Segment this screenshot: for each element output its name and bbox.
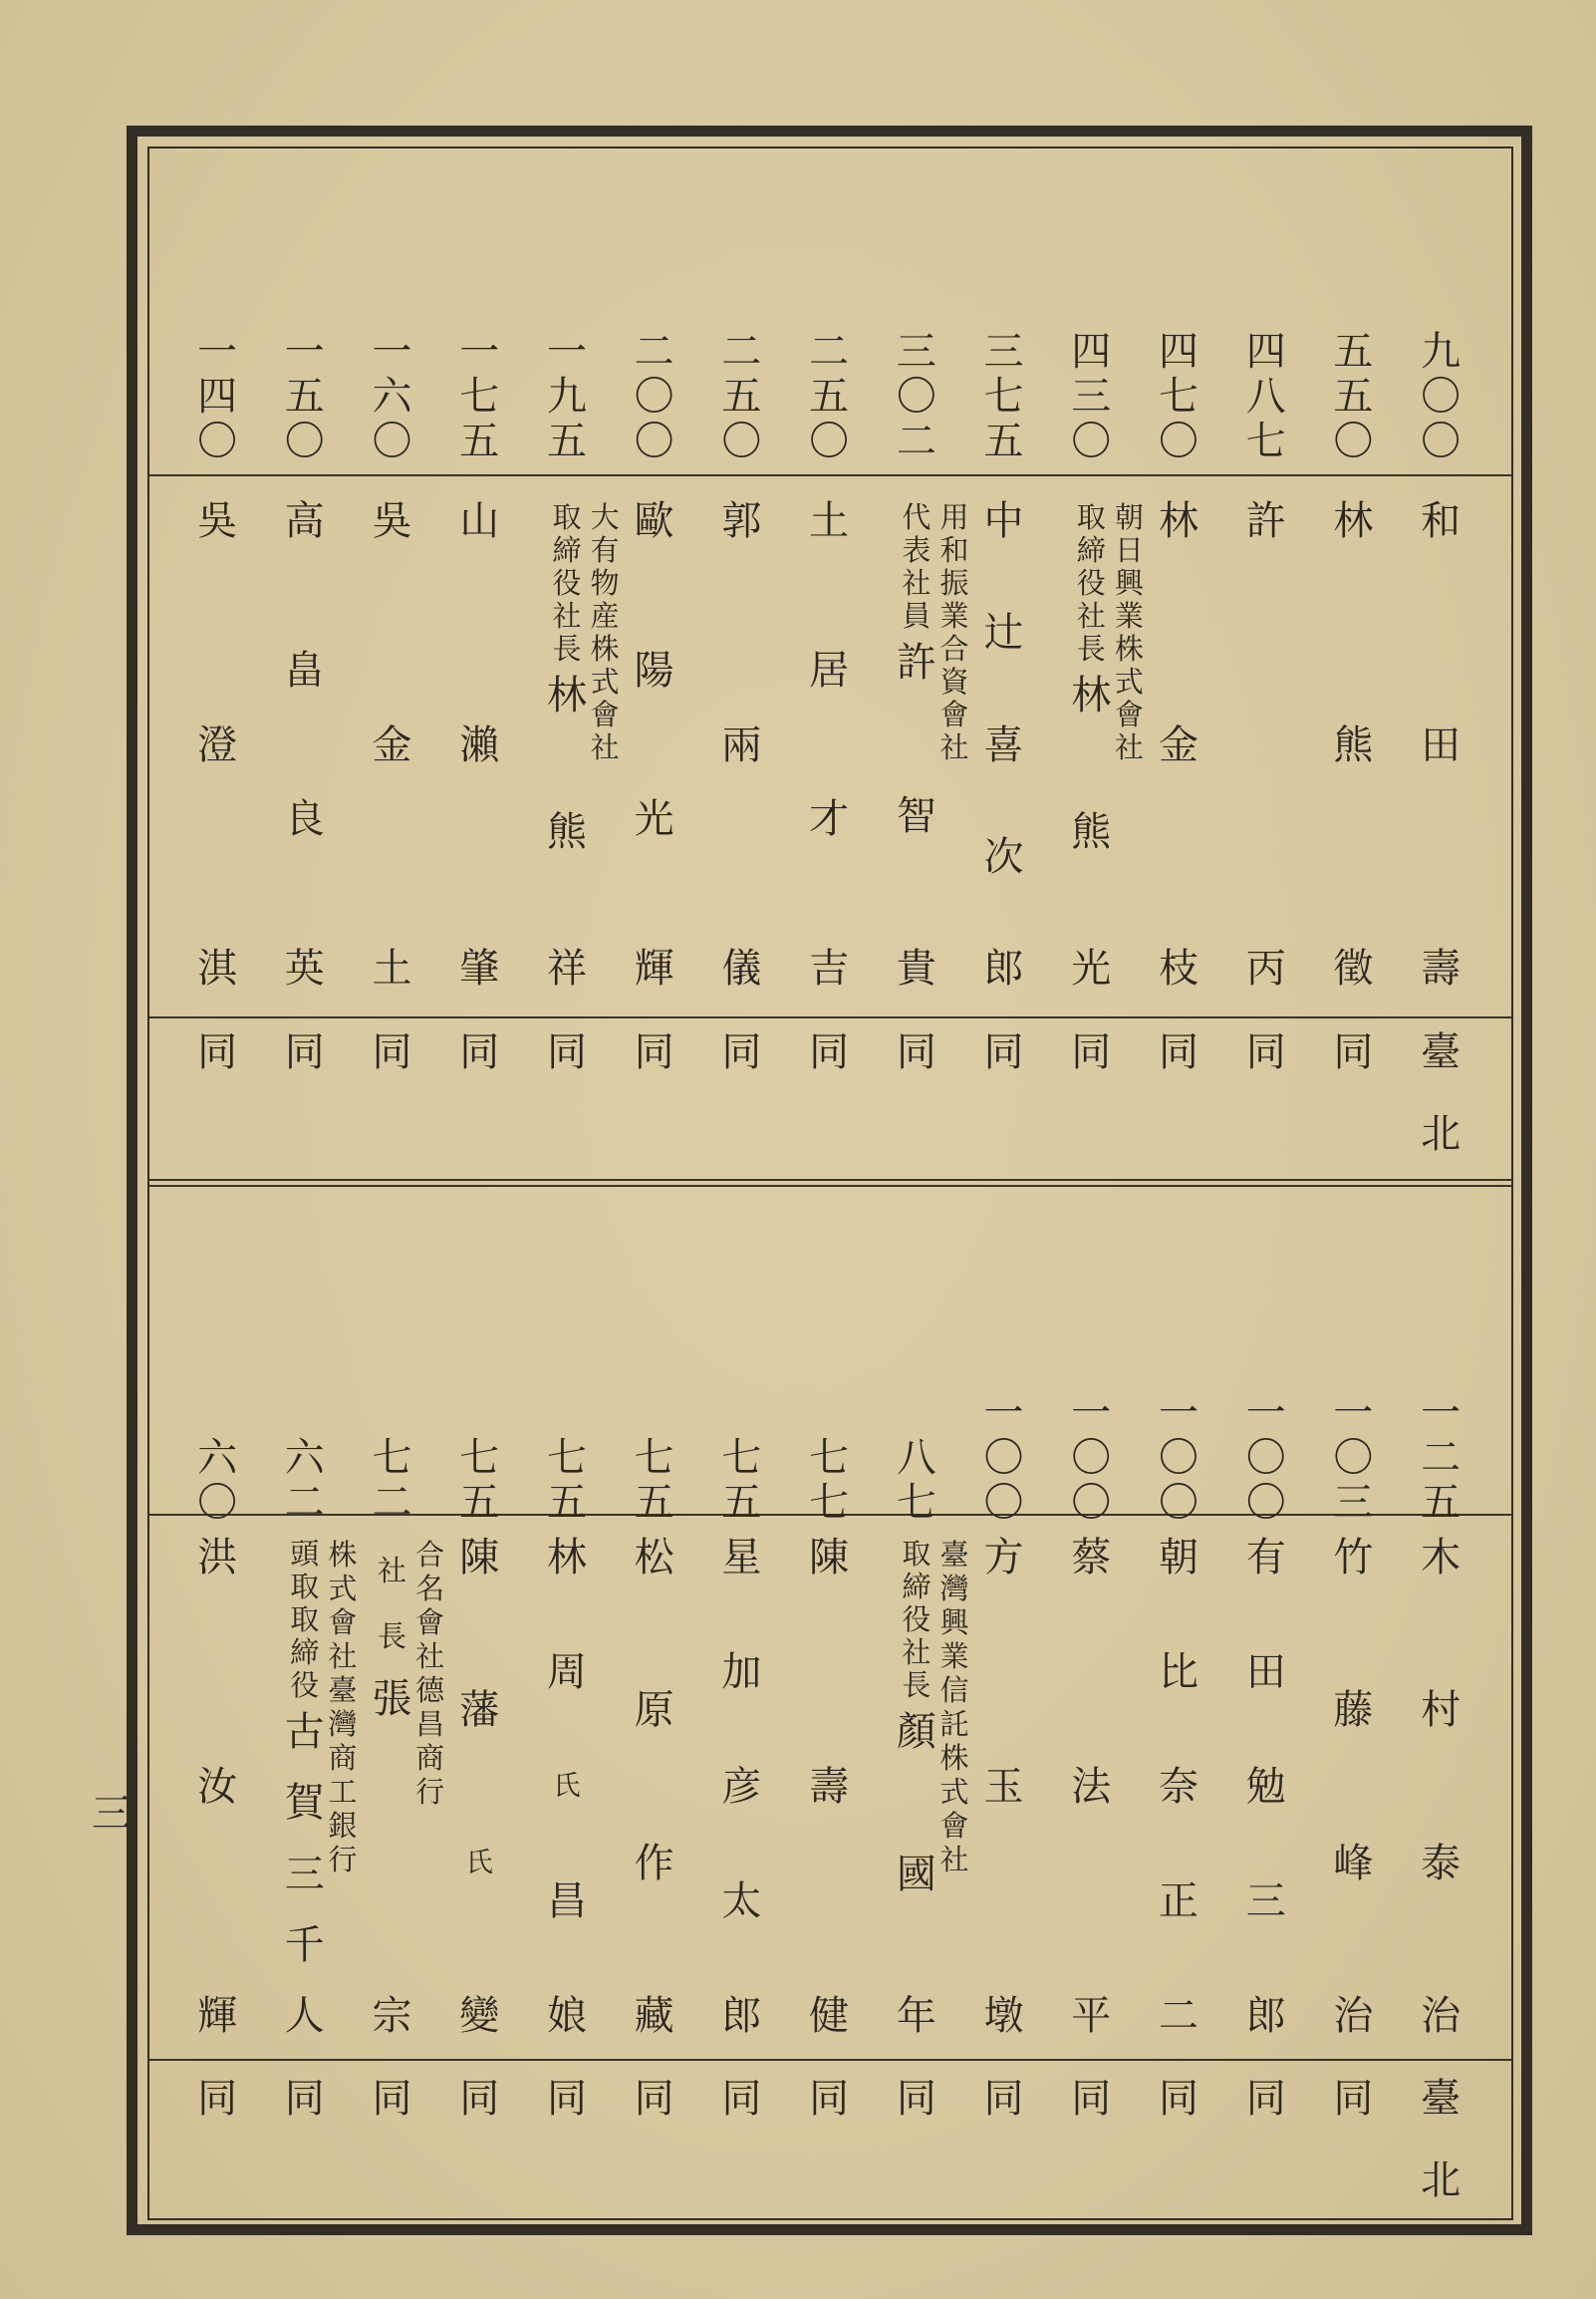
name-char: 木 bbox=[1421, 1535, 1462, 1581]
name-char: 張 bbox=[372, 1676, 412, 1722]
name-char: 歐 bbox=[634, 498, 674, 544]
name-char: 藩 bbox=[459, 1687, 500, 1734]
name-char: 陽 bbox=[634, 647, 674, 694]
location-text: 同 bbox=[1333, 1029, 1374, 1075]
name-char: 輝 bbox=[197, 1993, 238, 2039]
name-char: 朝 bbox=[1158, 1535, 1198, 1581]
donor-entry bbox=[873, 299, 969, 1176]
location-text: 同 bbox=[1245, 2076, 1286, 2122]
name-char: 肇 bbox=[459, 946, 500, 992]
location-text: 同 bbox=[284, 2076, 325, 2122]
location-text: 同 bbox=[1071, 1029, 1112, 1075]
amount-value: 七七 bbox=[809, 1435, 850, 1526]
name-char: 治 bbox=[1333, 1992, 1374, 2039]
name-char: 作 bbox=[634, 1840, 674, 1886]
person-name bbox=[1047, 1535, 1135, 2039]
name-char: 健 bbox=[809, 1993, 850, 2039]
location-text: 同 bbox=[1158, 1029, 1198, 1075]
amount-value: 一七五 bbox=[459, 329, 500, 464]
name-char: 郎 bbox=[1245, 1993, 1286, 2039]
name-char: 淇 bbox=[197, 946, 238, 992]
person-name bbox=[698, 1535, 786, 2039]
name-char: 田 bbox=[1421, 721, 1462, 768]
location-text: 同 bbox=[197, 1029, 238, 1075]
amount-value: 一九五 bbox=[546, 329, 587, 464]
name-char: 熊 bbox=[546, 809, 587, 855]
person-name bbox=[1222, 1535, 1310, 2039]
person-name bbox=[1222, 498, 1310, 992]
location-text: 臺北 bbox=[1421, 1029, 1462, 1157]
donor-entry bbox=[173, 299, 261, 1176]
location-text: 同 bbox=[721, 2076, 762, 2122]
name-char: 治 bbox=[1421, 1992, 1462, 2039]
name-char: 松 bbox=[634, 1535, 674, 1581]
name-char: 吳 bbox=[197, 498, 238, 544]
donor-entry bbox=[435, 299, 523, 1176]
amount-value: 七五 bbox=[721, 1435, 762, 1526]
donor-entry bbox=[435, 1335, 523, 2133]
person-name bbox=[261, 1537, 358, 2039]
name-char: 中 bbox=[983, 498, 1024, 544]
amount-value: 一五〇 bbox=[284, 329, 325, 464]
amount-value: 一〇〇 bbox=[1245, 1390, 1286, 1526]
person-name bbox=[1135, 1535, 1222, 2039]
company-name: 用和振業合資會社 bbox=[939, 500, 969, 764]
person-name bbox=[173, 498, 261, 992]
location-text: 同 bbox=[983, 2076, 1024, 2122]
amount-value: 七五 bbox=[546, 1435, 587, 1526]
amount-value: 一〇〇 bbox=[1158, 1390, 1198, 1526]
name-char: 澄 bbox=[197, 721, 238, 768]
name-char: 汝 bbox=[197, 1764, 238, 1810]
location-text: 同 bbox=[459, 1029, 500, 1075]
amount-value: 一二五 bbox=[1421, 1390, 1462, 1526]
name-char: 林 bbox=[546, 673, 587, 718]
name-char: 陳 bbox=[459, 1535, 500, 1581]
name-char: 洪 bbox=[197, 1535, 238, 1581]
person-name bbox=[435, 1535, 523, 2039]
person-name bbox=[698, 498, 786, 992]
name-char: 才 bbox=[809, 796, 850, 843]
location-text: 同 bbox=[284, 1029, 325, 1075]
section-divider-upper bbox=[148, 1179, 1512, 1181]
amount-value: 四七〇 bbox=[1158, 329, 1198, 464]
name-char: 智 bbox=[896, 792, 936, 839]
person-name bbox=[349, 1538, 445, 2039]
company-name: 大有物産株式會社 bbox=[590, 500, 620, 764]
donor-entry bbox=[873, 1335, 969, 2133]
donor-entry bbox=[960, 1335, 1048, 2133]
name-char: 土 bbox=[809, 498, 850, 544]
name-char: 年 bbox=[896, 1993, 936, 2039]
name-char: 陳 bbox=[809, 1535, 850, 1581]
amount-value: 九〇〇 bbox=[1421, 329, 1462, 464]
name-char: 墩 bbox=[983, 1993, 1024, 2039]
location-text: 同 bbox=[809, 2076, 850, 2122]
amount-value: 七五 bbox=[459, 1435, 500, 1526]
name-char: 郎 bbox=[983, 946, 1024, 992]
name-char: 人 bbox=[284, 1993, 325, 2039]
location-text: 同 bbox=[634, 1029, 674, 1075]
amount-value: 五五〇 bbox=[1333, 329, 1374, 464]
donor-entry bbox=[960, 299, 1048, 1176]
amount-value: 一六〇 bbox=[372, 329, 412, 464]
name-char: 原 bbox=[634, 1687, 674, 1734]
name-char: 千 bbox=[284, 1921, 325, 1968]
name-char: 次 bbox=[983, 833, 1024, 880]
donor-entry bbox=[261, 1335, 358, 2133]
amount-value: 二五〇 bbox=[721, 329, 762, 464]
person-name bbox=[611, 498, 698, 992]
name-char: 林 bbox=[1158, 498, 1198, 544]
location-text: 同 bbox=[459, 2076, 500, 2122]
amount-value: 二〇〇 bbox=[634, 329, 674, 464]
name-char: 郎 bbox=[721, 1993, 762, 2039]
name-char: 勉 bbox=[1245, 1764, 1286, 1810]
donor-entry bbox=[1135, 299, 1222, 1176]
person-name bbox=[873, 500, 969, 992]
name-char: 娘 bbox=[546, 1993, 587, 2039]
name-char: 良 bbox=[284, 796, 325, 843]
person-name bbox=[523, 500, 620, 992]
name-char: 泰 bbox=[1421, 1840, 1462, 1886]
name-char: 祥 bbox=[546, 946, 587, 992]
donor-entry bbox=[173, 1335, 261, 2133]
name-char: 熊 bbox=[1333, 721, 1374, 768]
location-text: 同 bbox=[634, 2076, 674, 2122]
name-char: 古 bbox=[284, 1709, 325, 1755]
donor-entry bbox=[698, 1335, 786, 2133]
name-char: 藏 bbox=[634, 1992, 674, 2039]
name-char: 瀨 bbox=[459, 721, 500, 768]
company-name: 合名會社德昌商行 bbox=[415, 1538, 445, 1809]
name-char: 居 bbox=[809, 647, 850, 694]
location-text: 同 bbox=[721, 1029, 762, 1075]
donor-entry bbox=[1310, 1335, 1398, 2133]
person-name bbox=[960, 498, 1048, 992]
title-text: 社長 bbox=[378, 1554, 407, 1653]
donor-entry bbox=[349, 299, 436, 1176]
person-name bbox=[1397, 1535, 1484, 2039]
donor-entry bbox=[261, 299, 349, 1176]
donor-entry bbox=[1397, 299, 1484, 1176]
name-char: 三 bbox=[1245, 1878, 1286, 1924]
person-name bbox=[349, 498, 436, 992]
name-char: 壽 bbox=[1421, 946, 1462, 992]
name-char: 玉 bbox=[983, 1764, 1024, 1810]
amount-value: 三〇二 bbox=[896, 329, 936, 464]
donor-list-lower bbox=[173, 1335, 1484, 2203]
name-char: 林 bbox=[1333, 498, 1374, 544]
location-text: 同 bbox=[546, 2076, 587, 2122]
location-text: 同 bbox=[1333, 2076, 1374, 2122]
name-char: 熊 bbox=[1071, 809, 1112, 855]
name-char: 有 bbox=[1245, 1535, 1286, 1581]
name-char: 土 bbox=[372, 946, 412, 992]
name-char: 峰 bbox=[1333, 1840, 1374, 1886]
title-text: 取締役社長 bbox=[552, 500, 582, 666]
person-name bbox=[261, 498, 349, 992]
name-char: 輝 bbox=[634, 945, 674, 992]
amount-value: 二五〇 bbox=[809, 329, 850, 464]
donor-entry bbox=[349, 1335, 445, 2133]
donor-entry bbox=[1047, 299, 1144, 1176]
location-text: 同 bbox=[1245, 1029, 1286, 1075]
name-char: 喜 bbox=[983, 721, 1024, 768]
name-char: 枝 bbox=[1158, 946, 1198, 992]
amount-value: 三七五 bbox=[983, 329, 1024, 464]
amount-value: 四八七 bbox=[1245, 329, 1286, 464]
name-char: 金 bbox=[372, 721, 412, 768]
name-char: 田 bbox=[1245, 1649, 1286, 1695]
name-char: 賀 bbox=[284, 1780, 325, 1827]
name-char: 郭 bbox=[721, 498, 762, 544]
donor-entry bbox=[1222, 1335, 1310, 2133]
name-char: 比 bbox=[1158, 1649, 1198, 1695]
person-name bbox=[611, 1535, 698, 2039]
name-char: 昌 bbox=[546, 1878, 587, 1924]
name-char: 辻 bbox=[983, 610, 1024, 657]
title-text: 取締役社長 bbox=[1076, 500, 1106, 666]
person-name bbox=[1310, 498, 1398, 992]
donor-entry bbox=[1222, 299, 1310, 1176]
company-name: 朝日興業株式會社 bbox=[1114, 500, 1144, 764]
name-char: 丙 bbox=[1245, 946, 1286, 992]
name-char: 宗 bbox=[372, 1993, 412, 2039]
name-char: 和 bbox=[1421, 498, 1462, 544]
donor-entry bbox=[523, 299, 620, 1176]
name-char: 方 bbox=[983, 1535, 1024, 1581]
title-text: 頭取取締役 bbox=[290, 1537, 320, 1702]
name-char: 儀 bbox=[721, 946, 762, 992]
amount-value: 六〇 bbox=[197, 1435, 238, 1526]
amount-value: 四三〇 bbox=[1071, 329, 1112, 464]
amount-value: 一四〇 bbox=[197, 329, 238, 464]
name-char: 星 bbox=[721, 1535, 762, 1581]
name-char: 藤 bbox=[1333, 1687, 1374, 1734]
name-char-small: 氏 bbox=[465, 1847, 493, 1878]
donor-entry bbox=[611, 299, 698, 1176]
name-char: 周 bbox=[546, 1649, 587, 1695]
person-name bbox=[1047, 500, 1144, 992]
location-text: 臺北 bbox=[1421, 2076, 1462, 2203]
amount-value: 七二 bbox=[372, 1435, 412, 1526]
location-text: 同 bbox=[983, 1029, 1024, 1075]
amount-value: 一〇三 bbox=[1333, 1390, 1374, 1526]
name-char: 變 bbox=[459, 1992, 500, 2039]
donor-entry bbox=[523, 1335, 611, 2133]
name-char: 法 bbox=[1071, 1764, 1112, 1810]
name-char: 竹 bbox=[1333, 1535, 1374, 1581]
name-char: 村 bbox=[1421, 1687, 1462, 1734]
location-text: 同 bbox=[197, 2076, 238, 2122]
name-char: 奈 bbox=[1158, 1764, 1198, 1810]
donor-entry bbox=[1135, 1335, 1222, 2133]
name-char: 加 bbox=[721, 1649, 762, 1695]
name-char: 許 bbox=[1245, 498, 1286, 544]
amount-value: 七五 bbox=[634, 1435, 674, 1526]
person-name bbox=[873, 1537, 969, 2039]
title-text: 代表社員 bbox=[902, 500, 931, 633]
name-char: 兩 bbox=[721, 721, 762, 768]
name-char: 三 bbox=[284, 1851, 325, 1897]
location-text: 同 bbox=[809, 1029, 850, 1075]
location-text: 同 bbox=[372, 1029, 412, 1075]
person-name bbox=[785, 1535, 873, 2039]
person-name bbox=[1135, 498, 1222, 992]
location-text: 同 bbox=[546, 1029, 587, 1075]
person-name bbox=[1310, 1535, 1398, 2039]
name-char: 林 bbox=[546, 1535, 587, 1581]
title-text: 取締役社長 bbox=[902, 1537, 931, 1702]
name-char: 山 bbox=[459, 498, 500, 544]
person-name bbox=[523, 1535, 611, 2039]
donor-list-upper bbox=[173, 299, 1484, 1176]
name-char: 吳 bbox=[372, 498, 412, 544]
person-name bbox=[960, 1535, 1048, 2039]
name-char: 高 bbox=[284, 498, 325, 544]
name-char: 貴 bbox=[896, 946, 936, 992]
amount-value: 一〇〇 bbox=[1071, 1390, 1112, 1526]
name-char: 吉 bbox=[809, 945, 850, 992]
name-char: 光 bbox=[1071, 946, 1112, 992]
name-char: 太 bbox=[721, 1878, 762, 1924]
donor-entry bbox=[1397, 1335, 1484, 2203]
name-char: 光 bbox=[634, 796, 674, 843]
person-name bbox=[1397, 498, 1484, 992]
name-char: 正 bbox=[1158, 1878, 1198, 1924]
location-text: 同 bbox=[896, 2076, 936, 2122]
person-name bbox=[173, 1535, 261, 2039]
name-char: 二 bbox=[1158, 1993, 1198, 2039]
location-text: 同 bbox=[1158, 2076, 1198, 2122]
donor-entry bbox=[1047, 1335, 1135, 2133]
person-name bbox=[435, 498, 523, 992]
name-char: 國 bbox=[896, 1851, 936, 1897]
name-char: 蔡 bbox=[1071, 1535, 1112, 1581]
amount-value: 六二 bbox=[284, 1435, 325, 1526]
name-char-small: 氏 bbox=[553, 1771, 581, 1802]
name-char: 徵 bbox=[1333, 946, 1374, 992]
amount-value: 一〇〇 bbox=[983, 1390, 1024, 1526]
company-name: 臺灣興業信託株式會社 bbox=[939, 1538, 969, 1876]
name-char: 彦 bbox=[721, 1764, 762, 1810]
name-char: 顏 bbox=[896, 1709, 936, 1755]
name-char: 金 bbox=[1158, 721, 1198, 768]
company-name: 株式會社臺灣商工銀行 bbox=[328, 1538, 358, 1876]
page-number: 三 bbox=[92, 1791, 132, 1837]
name-char: 壽 bbox=[809, 1764, 850, 1810]
name-char: 林 bbox=[1071, 673, 1112, 718]
person-name bbox=[785, 498, 873, 992]
section-divider-lower bbox=[148, 1185, 1512, 1187]
name-char: 英 bbox=[284, 945, 325, 992]
amount-value: 八七 bbox=[896, 1435, 936, 1526]
location-text: 同 bbox=[896, 1029, 936, 1075]
name-char: 畠 bbox=[284, 647, 325, 694]
name-char: 平 bbox=[1071, 1993, 1112, 2039]
donor-entry bbox=[611, 1335, 698, 2133]
location-text: 同 bbox=[1071, 2076, 1112, 2122]
donor-entry bbox=[785, 1335, 873, 2133]
donor-entry bbox=[698, 299, 786, 1176]
donor-entry bbox=[1310, 299, 1398, 1176]
location-text: 同 bbox=[372, 2076, 412, 2122]
donor-entry bbox=[785, 299, 873, 1176]
name-char: 許 bbox=[896, 640, 936, 686]
